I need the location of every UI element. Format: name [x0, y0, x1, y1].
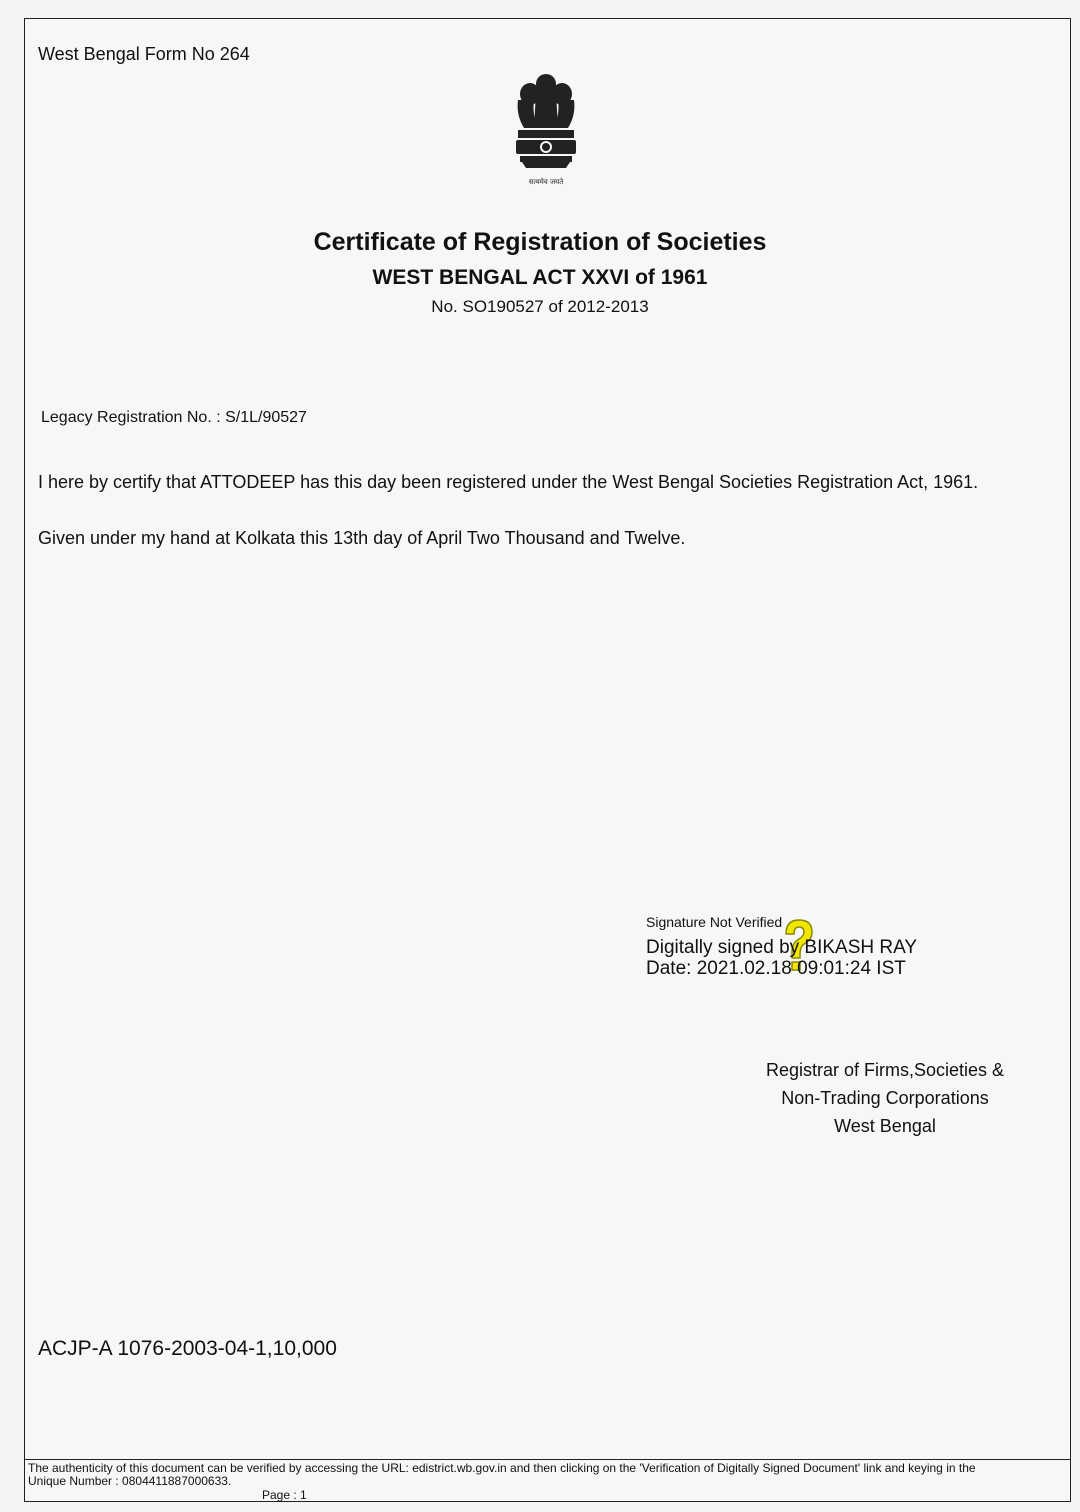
signed-by: Digitally signed by BIKASH RAY	[646, 937, 918, 958]
registrar-line-2: Non-Trading Corporations	[781, 1088, 989, 1108]
authenticity-line-2: Unique Number : 0804411887000633.	[28, 1474, 232, 1488]
registrar-block	[740, 1056, 1030, 1140]
authenticity-note	[28, 1462, 976, 1488]
reference-code: ACJP-A 1076-2003-04-1,10,000	[38, 1337, 337, 1360]
registrar-line-3: West Bengal	[834, 1116, 936, 1136]
signature-status: Signature Not Verified	[646, 914, 783, 930]
national-emblem-icon	[508, 70, 584, 190]
certificate-title: Certificate of Registration of Societies	[313, 228, 767, 256]
footer-divider	[24, 1459, 1071, 1460]
registrar-line-1: Registrar of Firms,Societies &	[765, 1060, 1005, 1080]
act-title: WEST BENGAL ACT XXVI of 1961	[372, 266, 708, 289]
certify-statement: I here by certify that ATTODEEP has this day been registered under the West Bengal Societies Registration Act, 1961.	[38, 472, 979, 492]
page-number: Page : 1	[262, 1488, 307, 1502]
given-statement: Given under my hand at Kolkata this 13th day of April Two Thousand and Twelve.	[38, 528, 686, 548]
legacy-registration: Legacy Registration No. : S/1L/90527	[41, 409, 307, 426]
signature-date: Date: 2021.02.18 09:01:24 IST	[646, 958, 906, 979]
authenticity-line-1: The authenticity of this document can be verified by accessing the URL: edistrict.wb.gov.in and then clicking on the 'Verification of Digitally Signed Document' link and keying in the	[28, 1461, 976, 1475]
digital-signature-block	[646, 914, 976, 984]
form-number: West Bengal Form No 264	[38, 44, 250, 64]
certificate-number: No. SO190527 of 2012-2013	[431, 297, 649, 316]
emblem-motto: सत्यमेव जयते	[528, 178, 564, 186]
